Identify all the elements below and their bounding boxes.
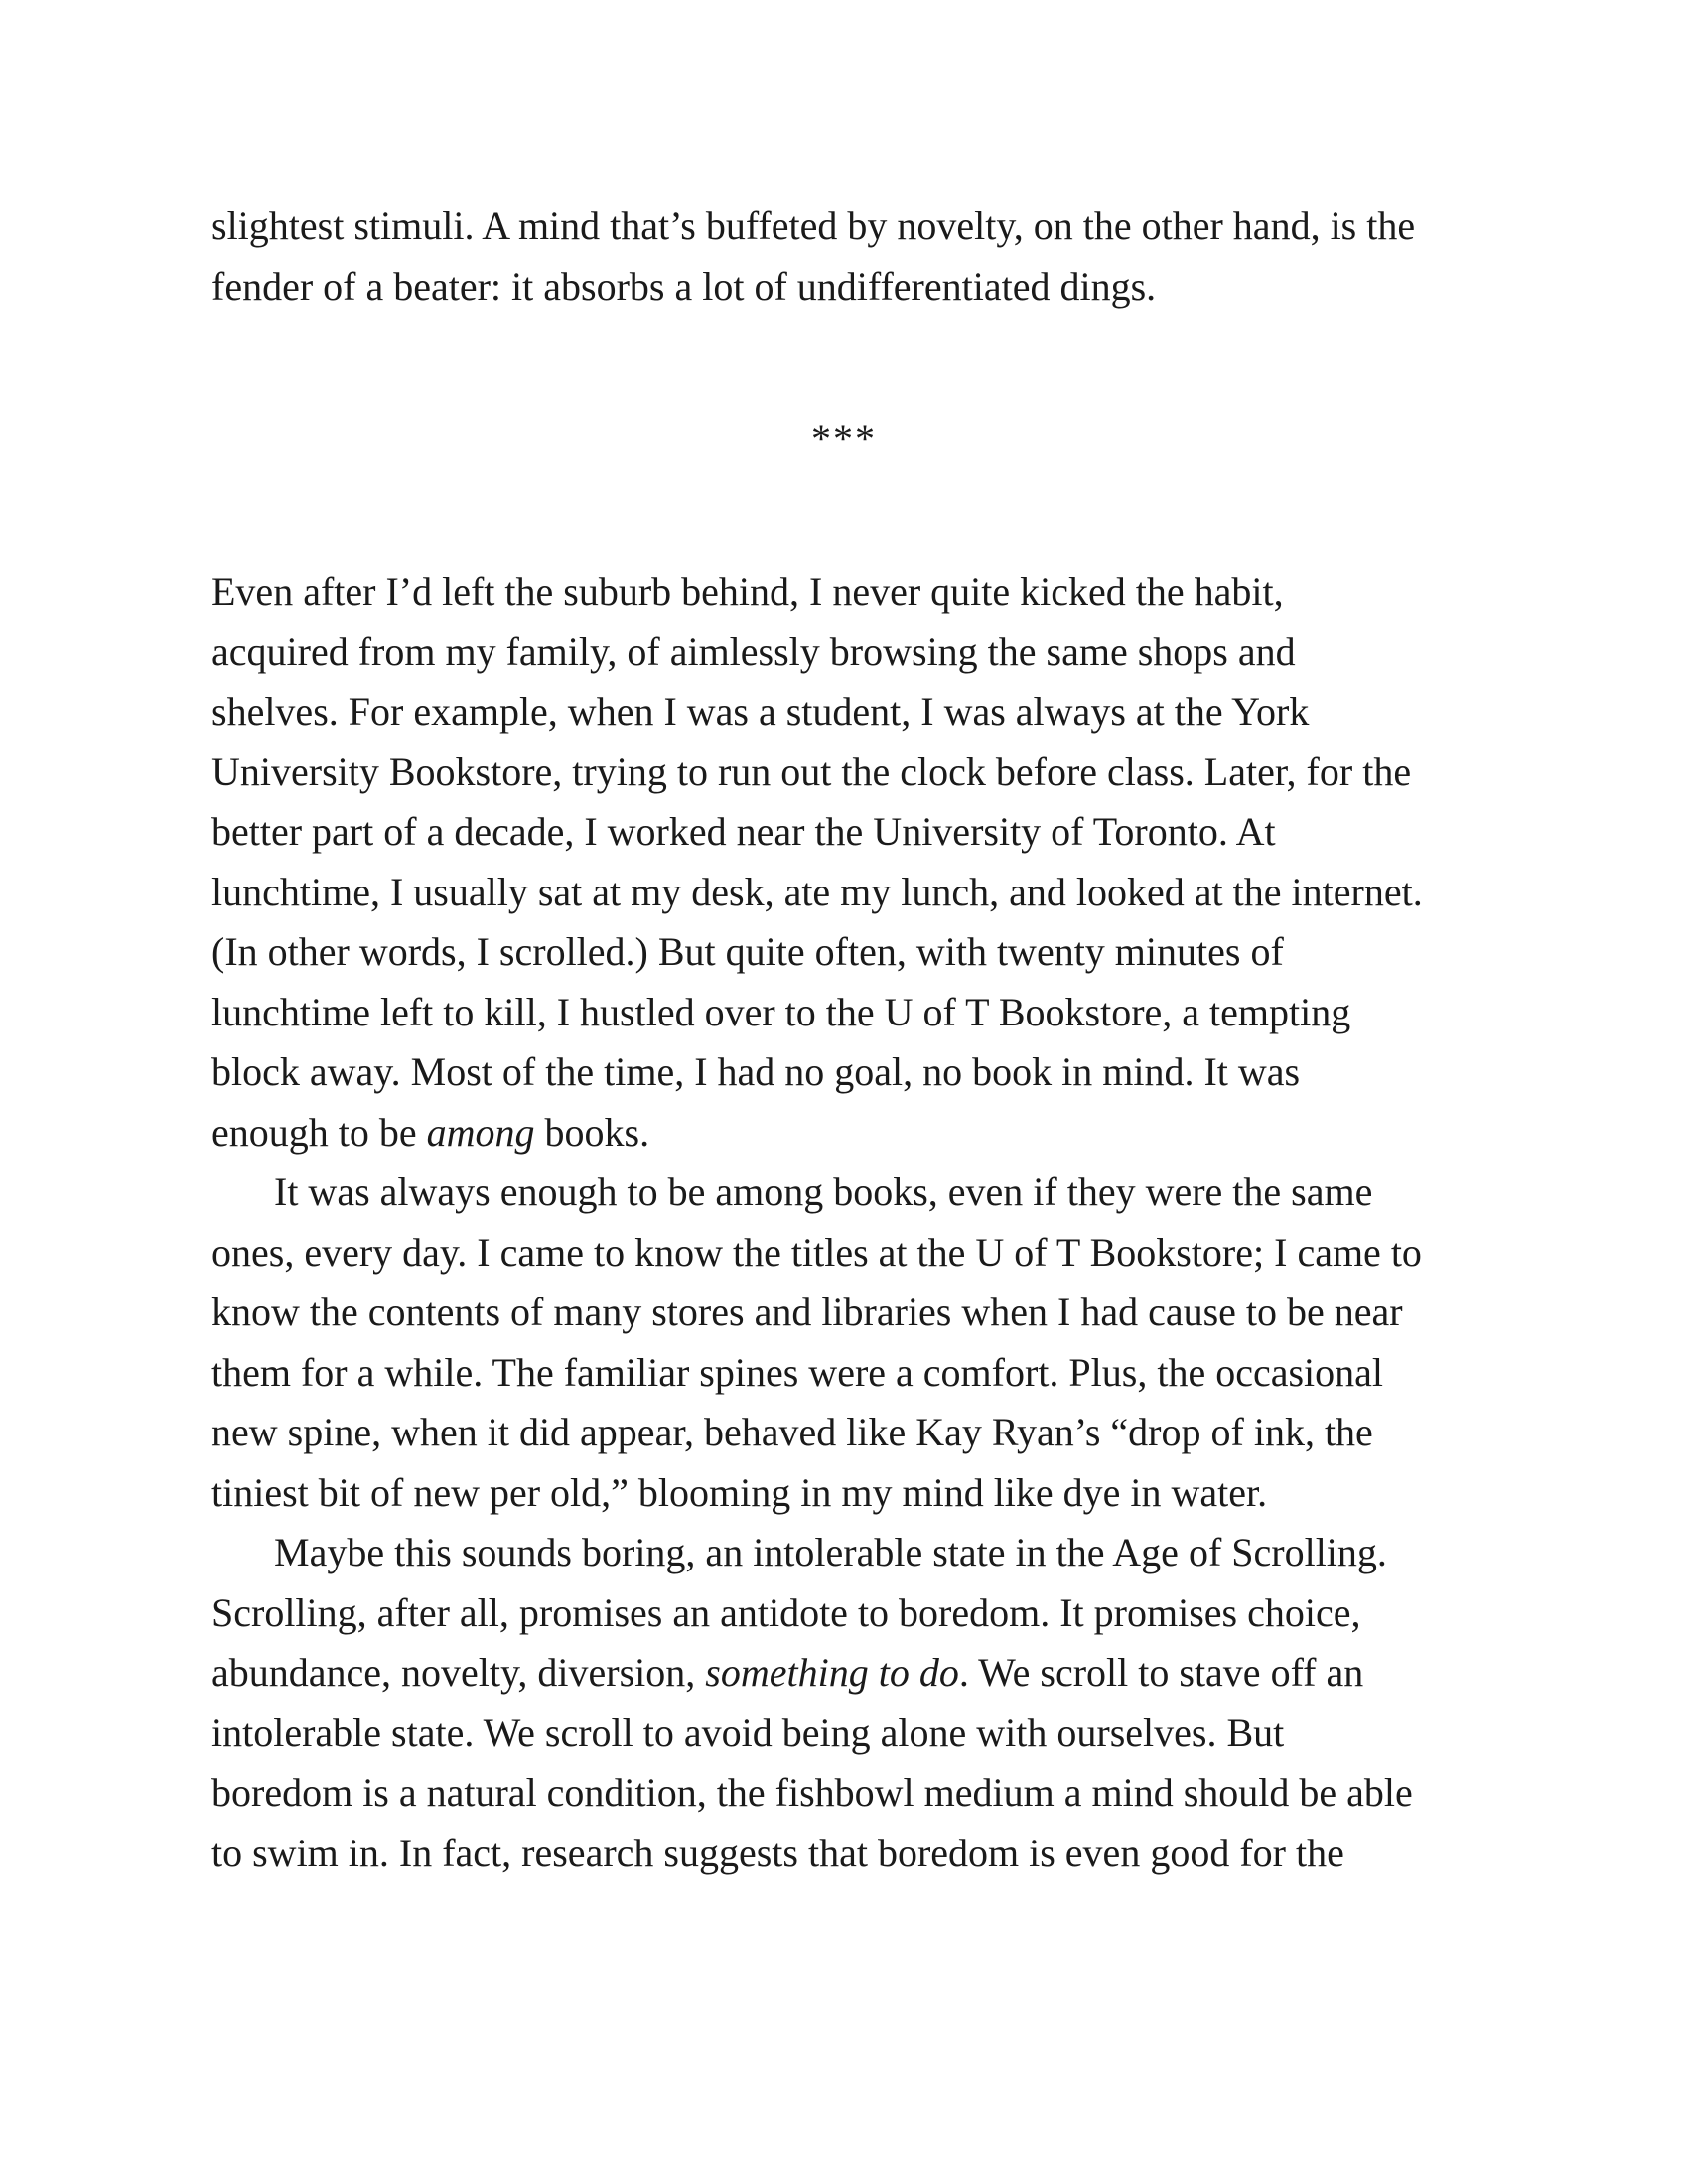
emphasis-text: among	[426, 1109, 535, 1155]
text-line: ones, every day. I came to know the titles at the U of T Bookstore; I came to	[211, 1229, 1422, 1275]
emphasis-text: something to do	[705, 1650, 959, 1695]
text-fragment: . We scroll to stave off an	[958, 1650, 1364, 1695]
text-line: lunchtime, I usually sat at my desk, ate my lunch, and looked at the internet.	[211, 869, 1423, 914]
text-line: to swim in. In fact, research suggests that boredom is even good for the	[211, 1830, 1344, 1875]
text-line: tiniest bit of new per old,” blooming in my mind like dye in water.	[211, 1469, 1268, 1515]
text-line: know the contents of many stores and libraries when I had cause to be near	[211, 1290, 1403, 1334]
text-line: fender of a beater: it absorbs a lot of undifferentiated dings.	[211, 263, 1157, 309]
text-line: lunchtime left to kill, I hustled over to the U of T Bookstore, a tempting	[211, 989, 1351, 1034]
body-text	[211, 562, 1502, 1883]
text-fragment: books.	[534, 1109, 650, 1155]
text-line: Even after I’d left the suburb behind, I never quite kicked the habit,	[211, 569, 1284, 614]
text-line: Maybe this sounds boring, an intolerable state in the Age of Scrolling.	[274, 1530, 1387, 1574]
text-line: (In other words, I scrolled.) But quite often, with twenty minutes of	[211, 929, 1284, 974]
text-line: better part of a decade, I worked near the University of Toronto. At	[211, 809, 1276, 854]
text-line: intolerable state. We scroll to avoid being alone with ourselves. But	[211, 1709, 1285, 1755]
section-break: ***	[811, 416, 877, 461]
text-line: boredom is a natural condition, the fishbowl medium a mind should be able	[211, 1770, 1413, 1815]
text-line: shelves. For example, when I was a student, I was always at the York	[211, 689, 1310, 734]
text-line: them for a while. The familiar spines were a comfort. Plus, the occasional	[211, 1349, 1383, 1395]
text-line: new spine, when it did appear, behaved like Kay Ryan’s “drop of ink, the	[211, 1410, 1373, 1454]
text-line: Scrolling, after all, promises an antidote to boredom. It promises choice,	[211, 1589, 1361, 1635]
text-fragment: enough to be	[211, 1109, 427, 1155]
text-line: It was always enough to be among books, even if they were the same	[274, 1169, 1373, 1214]
text-line	[211, 1643, 1502, 1704]
text-line	[211, 1103, 1502, 1163]
text-line: block away. Most of the time, I had no goal, no book in mind. It was	[211, 1049, 1301, 1094]
text-line: University Bookstore, trying to run out the clock before class. Later, for the	[211, 749, 1412, 794]
text-line: acquired from my family, of aimlessly browsing the same shops and	[211, 628, 1296, 674]
text-line: slightest stimuli. A mind that’s buffeted by novelty, on the other hand, is the	[211, 204, 1416, 248]
text-fragment: abundance, novelty, diversion,	[211, 1650, 706, 1695]
top-paragraph	[211, 197, 1502, 317]
